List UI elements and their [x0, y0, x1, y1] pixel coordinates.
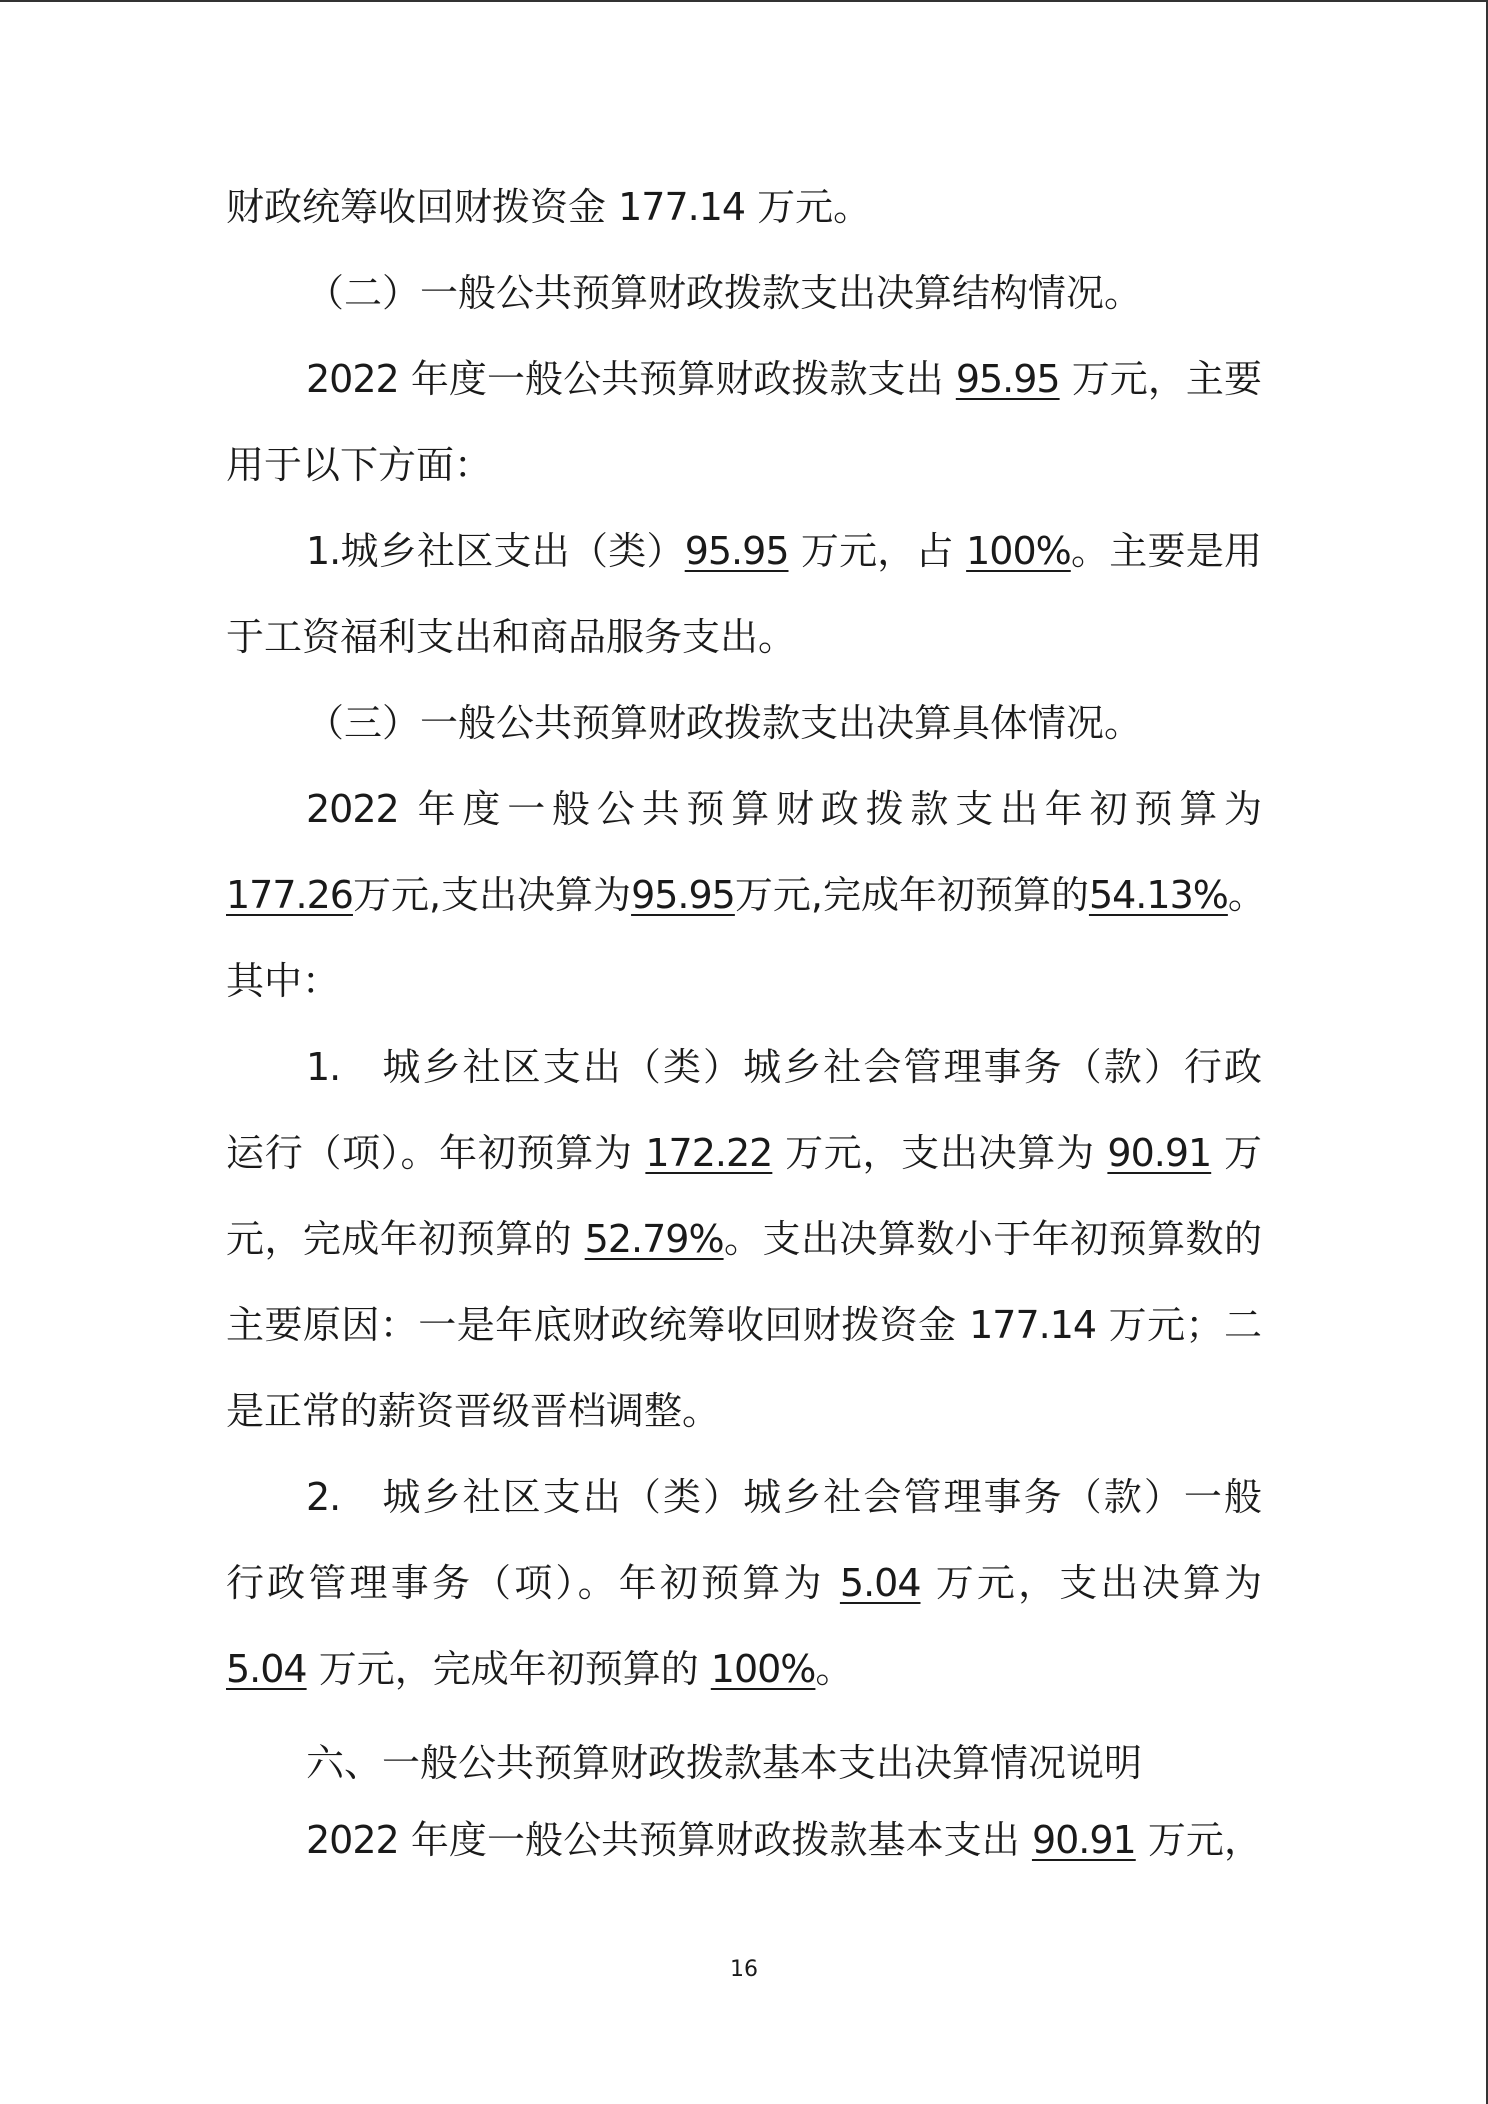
text-line-3: [306, 354, 1262, 404]
text-line-13: [226, 1214, 1262, 1264]
text-run: 万元,完成年初预算的: [734, 873, 1089, 917]
amount-value: 5.04: [226, 1647, 307, 1691]
text-run: 万: [1211, 1131, 1262, 1175]
text-run: 行政管理事务（项）。年初预算为: [226, 1561, 840, 1605]
text-run: 主要原因：一是年底财政统筹收回财拨资金: [226, 1303, 970, 1347]
page-number: 16: [730, 1957, 758, 1982]
year-value: 2022: [306, 357, 399, 401]
amount-value: 95.95: [955, 357, 1060, 401]
percent-value: 54.13%: [1088, 873, 1228, 917]
text-run: 万元，完成年初预算的: [306, 1647, 711, 1691]
text-run: 万元，支出决算为: [920, 1561, 1262, 1605]
text-line-9: [226, 870, 1266, 920]
amount-value: 177.14: [618, 185, 746, 229]
percent-value: 100%: [966, 529, 1071, 573]
text-run: 年度一般公共预算财政拨款支出年初预算为: [398, 787, 1262, 831]
text-run: 万元，占: [788, 529, 967, 573]
text-run: 万元，: [1135, 1818, 1262, 1862]
text-line-10: [226, 956, 1262, 1006]
list-item-1: [306, 526, 1262, 576]
text-run: 万元。: [745, 185, 872, 229]
text-line-20: [306, 1815, 1262, 1865]
text-run: 万元，支出决算为: [772, 1131, 1108, 1175]
text-run: 。: [815, 1647, 854, 1691]
section-heading-2: [226, 268, 1262, 318]
list-item-3: [306, 1472, 1262, 1522]
text-line-1: [226, 182, 1262, 232]
percent-value: 52.79%: [584, 1217, 724, 1261]
text-run: 运行（项）。年初预算为: [226, 1131, 646, 1175]
amount-value: 95.95: [684, 529, 789, 573]
section-heading-3: [226, 698, 1262, 748]
text-run: 万元,支出决算为: [352, 873, 632, 917]
percent-value: 100%: [710, 1647, 816, 1691]
heading-text: （二）一般公共预算财政拨款支出决算结构情况。: [306, 271, 1143, 315]
text-run: 万元，主要: [1059, 357, 1262, 401]
item-number: 1.: [306, 529, 341, 573]
text-run: 用于以下方面：: [226, 443, 493, 487]
heading-text: 六、一般公共预算财政拨款基本支出决算情况说明: [306, 1741, 1143, 1785]
item-number: 2.: [306, 1475, 341, 1519]
text-run: 元，完成年初预算的: [226, 1217, 585, 1261]
text-run: 于工资福利支出和商品服务支出。: [226, 615, 797, 659]
section-heading-6: [306, 1738, 1262, 1788]
amount-value: 177.14: [969, 1303, 1097, 1347]
item-number: 1.: [306, 1045, 341, 1089]
amount-value: 5.04: [839, 1561, 921, 1605]
text-line-17: [226, 1558, 1262, 1608]
list-item-2: [306, 1042, 1262, 1092]
amount-value: 90.91: [1107, 1131, 1212, 1175]
amount-value: 90.91: [1031, 1818, 1136, 1862]
text-line-18: [226, 1644, 1262, 1694]
text-run: 。支出决算数小于年初预算数的: [723, 1217, 1262, 1261]
text-run: 其中：: [226, 959, 341, 1003]
heading-text: （三）一般公共预算财政拨款支出决算具体情况。: [306, 701, 1143, 745]
amount-value: 172.22: [645, 1131, 773, 1175]
text-run: 年度一般公共预算财政拨款支出: [398, 357, 956, 401]
text-line-12: [226, 1128, 1262, 1178]
text-run: 城乡社区支出（类）: [340, 529, 685, 573]
text-run: 万元；二: [1096, 1303, 1262, 1347]
text-run: 是正常的薪资晋级晋档调整。: [226, 1389, 721, 1433]
text-line-4: [226, 440, 1262, 490]
text-run: 财政统筹收回财拨资金: [226, 185, 619, 229]
year-value: 2022: [306, 787, 399, 831]
year-value: 2022: [306, 1818, 399, 1862]
text-line-14: [226, 1300, 1262, 1350]
text-run: 。主要是用: [1070, 529, 1262, 573]
text-line-15: [226, 1386, 1262, 1436]
text-line-8: [306, 784, 1262, 834]
text-run: 城乡社区支出（类）城乡社会管理事务（款）一般: [340, 1475, 1262, 1519]
text-run: 城乡社区支出（类）城乡社会管理事务（款）行政: [340, 1045, 1262, 1089]
text-run: 年度一般公共预算财政拨款基本支出: [398, 1818, 1032, 1862]
amount-value: 177.26: [226, 873, 353, 917]
amount-value: 95.95: [631, 873, 735, 917]
text-line-6: [226, 612, 1262, 662]
text-run: 。: [1227, 873, 1266, 917]
